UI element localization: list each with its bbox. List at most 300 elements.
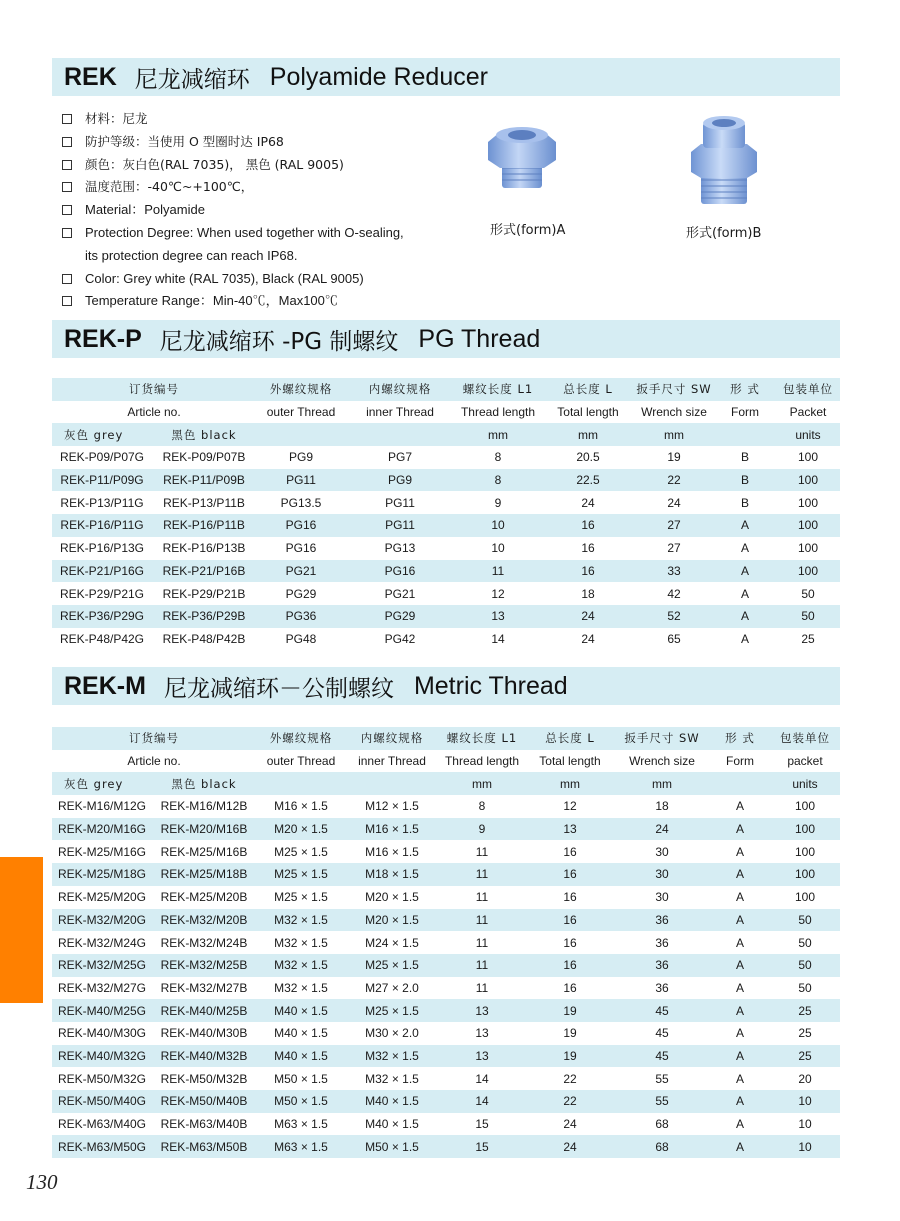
table-cell: M25 × 1.5 xyxy=(274,890,328,905)
spec-item xyxy=(62,290,462,313)
table-cell: PG16 xyxy=(285,541,317,556)
header-cell: 黑色 black xyxy=(152,772,256,795)
table-cell: REK-M40/M25B xyxy=(152,999,256,1022)
table-cell: 50 xyxy=(770,954,840,977)
spec-item xyxy=(62,154,462,177)
header-cell: 扳手尺寸 SW xyxy=(614,727,710,750)
table-cell: REK-P16/P11G xyxy=(52,514,152,537)
table-cell: PG21 xyxy=(256,560,346,583)
table-cell: M16 × 1.5 xyxy=(365,844,419,859)
section-code: REK-P xyxy=(64,324,142,353)
header-cell: 总长度 L xyxy=(526,727,614,750)
table-row xyxy=(52,1090,840,1113)
table-row xyxy=(52,931,840,954)
table-cell: M25 × 1.5 xyxy=(346,954,438,977)
table-cell: REK-P48/P42G xyxy=(59,631,145,646)
table-cell: REK-M20/M16B xyxy=(152,818,256,841)
table-cell: 18 xyxy=(655,799,669,814)
table-row xyxy=(52,1135,840,1158)
table-header-en xyxy=(52,401,840,424)
table-cell: 16 xyxy=(526,954,614,977)
table-cell: 11 xyxy=(475,935,489,950)
table-cell: A xyxy=(710,909,770,932)
table-cell: 45 xyxy=(614,1045,710,1068)
table-row xyxy=(52,863,840,886)
table-cell: 19 xyxy=(667,450,681,465)
table-cell: 36 xyxy=(614,909,710,932)
table-cell: 9 xyxy=(494,495,502,510)
table-cell: PG16 xyxy=(346,560,454,583)
table-cell: 13 xyxy=(475,1026,489,1041)
header-cell: packet xyxy=(787,754,823,769)
table-cell: PG11 xyxy=(385,495,415,510)
table-cell: REK-M32/M24G xyxy=(57,935,147,950)
table-cell: REK-M63/M50B xyxy=(152,1135,256,1158)
table-cell: 10 xyxy=(770,1090,840,1113)
table-cell: REK-M32/M20B xyxy=(152,909,256,932)
table-cell: 11 xyxy=(438,863,526,886)
table-cell: REK-M40/M32B xyxy=(152,1045,256,1068)
table-row xyxy=(52,605,840,628)
table-cell: 22 xyxy=(634,469,714,492)
table-cell: 100 xyxy=(776,560,840,583)
table-cell: 30 xyxy=(655,844,669,859)
table-cell: 25 xyxy=(798,1026,812,1041)
table-row xyxy=(52,628,840,651)
table-cell: REK-M50/M32G xyxy=(57,1071,147,1086)
header-cell xyxy=(256,772,346,795)
table-cell: PG29 xyxy=(346,605,454,628)
table-cell: 24 xyxy=(581,631,595,646)
table-cell: REK-M40/M30B xyxy=(160,1026,248,1041)
table-cell: M40 × 1.5 xyxy=(274,1026,328,1041)
table-cell: 100 xyxy=(776,514,840,537)
table-cell: PG29 xyxy=(285,586,317,601)
header-cell: units xyxy=(770,772,840,795)
table-cell: REK-M25/M18B xyxy=(152,863,256,886)
header-cell: units xyxy=(776,423,840,446)
table-cell: A xyxy=(735,890,744,905)
table-cell: 100 xyxy=(797,541,819,556)
table-cell: 11 xyxy=(438,909,526,932)
section-header-rek-m xyxy=(52,667,840,705)
table-cell: M40 × 1.5 xyxy=(365,1117,419,1132)
table-cell: 16 xyxy=(581,541,595,556)
table-cell: PG21 xyxy=(384,586,416,601)
table-cell: REK-M16/M12B xyxy=(160,799,248,814)
table-cell: REK-P09/P07B xyxy=(162,450,246,465)
table-cell: M16 × 1.5 xyxy=(274,799,328,814)
table-cell: M18 × 1.5 xyxy=(346,863,438,886)
table-cell: A xyxy=(740,586,749,601)
table-cell: 10 xyxy=(491,541,505,556)
table-cell: M32 × 1.5 xyxy=(256,954,346,977)
header-cell: 订货编号 xyxy=(52,378,256,401)
section-code: REK-M xyxy=(64,671,146,700)
table-row xyxy=(52,909,840,932)
table-cell: A xyxy=(735,799,744,814)
section-title-cn: 尼龙减缩环 -PG 制螺纹 xyxy=(159,328,399,355)
table-cell: B xyxy=(740,450,749,465)
spec-item xyxy=(62,199,462,222)
form-a-caption: 形式(form)A xyxy=(490,223,566,238)
table-cell: 11 xyxy=(438,954,526,977)
table-cell: M25 × 1.5 xyxy=(274,844,328,859)
table-row xyxy=(52,537,840,560)
table-cell: REK-M32/M25G xyxy=(52,954,152,977)
table-cell: REK-M40/M30G xyxy=(57,1026,147,1041)
table-cell: PG13 xyxy=(384,541,416,556)
header-cell: outer Thread xyxy=(266,754,336,769)
table-cell: PG42 xyxy=(384,631,416,646)
table-cell: 20 xyxy=(798,1071,812,1086)
header-cell: Article no. xyxy=(127,754,181,769)
table-cell: REK-P13/P11B xyxy=(163,495,245,510)
table-cell: REK-P29/P21B xyxy=(162,586,246,601)
table-header-cn xyxy=(52,727,840,750)
table-cell: M24 × 1.5 xyxy=(365,935,419,950)
table-cell: A xyxy=(740,541,749,556)
table-cell: REK-M25/M16B xyxy=(160,844,248,859)
table-cell: 45 xyxy=(655,1026,669,1041)
table-cell: REK-P13/P11G xyxy=(60,495,144,510)
page-number: 130 xyxy=(26,1170,58,1194)
form-b-caption: 形式(form)B xyxy=(686,226,762,241)
table-cell: REK-M50/M40B xyxy=(152,1090,256,1113)
spec-text: 温度范围：-40℃~+100℃， xyxy=(85,179,254,195)
header-cell: 形 式 xyxy=(710,727,770,750)
table-cell: 10 xyxy=(454,514,542,537)
table-cell: B xyxy=(714,469,776,492)
pg-thread-table xyxy=(52,378,840,650)
table-cell: REK-P29/P21G xyxy=(59,586,145,601)
header-cell: 形 式 xyxy=(714,378,776,401)
table-cell: REK-P48/P42B xyxy=(162,631,246,646)
table-cell: 22 xyxy=(563,1071,577,1086)
table-header-units xyxy=(52,772,840,795)
table-row xyxy=(52,795,840,818)
header-cell: Wrench size xyxy=(641,405,707,420)
table-row xyxy=(52,886,840,909)
table-cell: 16 xyxy=(542,560,634,583)
table-header-en xyxy=(52,750,840,773)
table-cell: REK-M25/M16G xyxy=(57,844,147,859)
table-cell: M20 × 1.5 xyxy=(365,890,419,905)
table-cell: A xyxy=(710,818,770,841)
table-cell: REK-P21/P16G xyxy=(52,560,152,583)
table-cell: 13 xyxy=(438,1045,526,1068)
table-cell: M32 × 1.5 xyxy=(346,1045,438,1068)
table-cell: 11 xyxy=(475,890,489,905)
table-cell: M27 × 2.0 xyxy=(365,980,419,995)
table-cell: REK-M63/M40G xyxy=(57,1117,147,1132)
table-cell: 33 xyxy=(634,560,714,583)
table-cell: 15 xyxy=(475,1117,489,1132)
section-title-cn: 尼龙减缩环－公制螺纹 xyxy=(163,675,394,702)
table-cell: PG9 xyxy=(346,469,454,492)
header-cell: 包装单位 xyxy=(770,727,840,750)
table-row xyxy=(52,818,840,841)
table-cell: REK-P36/P29B xyxy=(152,605,256,628)
table-cell: REK-M25/M20G xyxy=(57,890,147,905)
form-a-image xyxy=(482,118,562,198)
table-cell: REK-P36/P29G xyxy=(52,605,152,628)
table-cell: REK-P11/P09G xyxy=(52,469,152,492)
table-cell: A xyxy=(735,935,744,950)
table-cell: 11 xyxy=(475,980,489,995)
table-cell: 50 xyxy=(801,586,815,601)
table-cell: 24 xyxy=(542,605,634,628)
table-cell: A xyxy=(735,1026,744,1041)
table-cell: 19 xyxy=(563,1026,577,1041)
table-cell: PG16 xyxy=(256,514,346,537)
table-cell: REK-M40/M25G xyxy=(52,999,152,1022)
table-cell: M25 × 1.5 xyxy=(256,863,346,886)
table-cell: PG11 xyxy=(346,514,454,537)
spec-text: 颜色：灰白色(RAL 7035)， 黑色 (RAL 9005) xyxy=(85,156,344,172)
header-cell: 螺纹长度 L1 xyxy=(438,727,526,750)
table-cell: 9 xyxy=(438,818,526,841)
section-title-en: Polyamide Reducer xyxy=(269,62,488,91)
table-cell: A xyxy=(710,1090,770,1113)
header-cell: inner Thread xyxy=(358,754,426,769)
table-cell: 100 xyxy=(770,818,840,841)
header-cell: Form xyxy=(726,754,754,769)
table-cell: 42 xyxy=(667,586,681,601)
table-cell: 65 xyxy=(667,631,681,646)
header-cell: 内螺纹规格 xyxy=(346,727,438,750)
table-row xyxy=(52,840,840,863)
table-cell: 68 xyxy=(655,1117,669,1132)
header-cell: mm xyxy=(542,423,634,446)
spec-text: 材料：尼龙 xyxy=(85,111,148,126)
table-cell: PG48 xyxy=(285,631,317,646)
section-title-en: Metric Thread xyxy=(413,671,568,700)
table-cell: 11 xyxy=(475,844,489,859)
table-cell: 25 xyxy=(801,631,815,646)
table-cell: M63 × 1.5 xyxy=(274,1117,328,1132)
table-cell: REK-M20/M16G xyxy=(52,818,152,841)
table-cell: REK-M16/M12G xyxy=(57,799,147,814)
header-cell: 外螺纹规格 xyxy=(256,727,346,750)
table-cell: 55 xyxy=(655,1071,669,1086)
table-cell: 22.5 xyxy=(542,469,634,492)
orange-page-tab xyxy=(0,857,43,1003)
table-cell: REK-M40/M32G xyxy=(52,1045,152,1068)
table-cell: 12 xyxy=(563,799,577,814)
table-cell: 100 xyxy=(776,469,840,492)
table-cell: M32 × 1.5 xyxy=(256,909,346,932)
table-cell: REK-M32/M27G xyxy=(57,980,147,995)
table-cell: REK-P11/P09B xyxy=(152,469,256,492)
spec-item xyxy=(62,176,462,199)
table-cell: M40 × 1.5 xyxy=(256,999,346,1022)
table-cell: 24 xyxy=(563,1117,577,1132)
header-cell: Packet xyxy=(789,405,827,420)
table-cell: 25 xyxy=(770,1045,840,1068)
table-row xyxy=(52,469,840,492)
table-cell: REK-M25/M18G xyxy=(52,863,152,886)
header-cell: 扳手尺寸 SW xyxy=(634,378,714,401)
header-cell: 内螺纹规格 xyxy=(346,378,454,401)
table-cell: 10 xyxy=(798,1117,812,1132)
table-cell: A xyxy=(710,863,770,886)
header-cell: 灰色 grey xyxy=(52,423,152,446)
table-cell: 16 xyxy=(542,514,634,537)
table-row xyxy=(52,954,840,977)
header-cell xyxy=(346,772,438,795)
spec-item xyxy=(62,245,462,268)
table-cell: M50 × 1.5 xyxy=(274,1071,328,1086)
table-cell: REK-M50/M40G xyxy=(52,1090,152,1113)
table-cell: REK-P16/P13B xyxy=(162,541,246,556)
section-header-rek xyxy=(52,58,840,96)
table-row xyxy=(52,560,840,583)
table-cell: REK-M32/M24B xyxy=(160,935,248,950)
form-b-image xyxy=(687,112,761,208)
table-cell: 50 xyxy=(770,909,840,932)
table-cell: 52 xyxy=(634,605,714,628)
table-cell: 50 xyxy=(776,605,840,628)
table-cell: 24 xyxy=(581,495,595,510)
header-cell xyxy=(256,423,346,446)
checkbox-icon xyxy=(62,205,72,215)
table-cell: 12 xyxy=(491,586,505,601)
table-row xyxy=(52,1067,840,1090)
spec-list xyxy=(62,108,462,313)
table-cell: A xyxy=(714,514,776,537)
header-cell: 灰色 grey xyxy=(52,772,152,795)
table-cell: 8 xyxy=(454,469,542,492)
table-cell: 27 xyxy=(634,514,714,537)
table-cell: A xyxy=(710,999,770,1022)
table-row xyxy=(52,999,840,1022)
table-cell: M50 × 1.5 xyxy=(256,1090,346,1113)
table-cell: M16 × 1.5 xyxy=(346,818,438,841)
spec-text: its protection degree can reach IP68. xyxy=(85,247,298,263)
table-cell: 100 xyxy=(797,450,819,465)
table-cell: 10 xyxy=(770,1135,840,1158)
header-cell: 外螺纹规格 xyxy=(256,378,346,401)
table-cell: A xyxy=(740,631,749,646)
table-cell: 16 xyxy=(563,980,577,995)
checkbox-icon xyxy=(62,182,72,192)
table-cell: A xyxy=(714,560,776,583)
table-cell: M50 × 1.5 xyxy=(346,1135,438,1158)
table-cell: REK-M63/M40B xyxy=(160,1117,248,1132)
checkbox-icon xyxy=(62,160,72,170)
table-cell: REK-M25/M20B xyxy=(160,890,248,905)
table-cell: 100 xyxy=(794,890,816,905)
header-cell: outer Thread xyxy=(266,405,336,420)
spec-text: Color: Grey white (RAL 7035), Black (RAL 9005) xyxy=(85,270,364,286)
table-cell: REK-P16/P13G xyxy=(59,541,145,556)
table-cell: 11 xyxy=(454,560,542,583)
table-cell: REK-M32/M20G xyxy=(52,909,152,932)
table-cell: REK-M32/M25B xyxy=(152,954,256,977)
table-cell: M20 × 1.5 xyxy=(256,818,346,841)
table-cell: 50 xyxy=(798,980,812,995)
table-cell: 100 xyxy=(794,844,816,859)
table-header-units xyxy=(52,423,840,446)
header-cell: Thread length xyxy=(460,405,536,420)
table-cell: A xyxy=(710,1045,770,1068)
table-cell: 8 xyxy=(494,450,502,465)
header-cell: Form xyxy=(731,405,759,420)
header-cell xyxy=(714,423,776,446)
header-cell: 螺纹长度 L1 xyxy=(454,378,542,401)
table-cell: 8 xyxy=(478,799,486,814)
table-cell: 36 xyxy=(614,954,710,977)
table-cell: A xyxy=(710,954,770,977)
spec-item xyxy=(62,131,462,154)
table-cell: PG36 xyxy=(256,605,346,628)
spec-item xyxy=(62,268,462,291)
section-title-en: PG Thread xyxy=(418,324,541,353)
table-cell: M32 × 1.5 xyxy=(274,980,328,995)
header-cell xyxy=(346,423,454,446)
table-row xyxy=(52,1045,840,1068)
table-header-cn xyxy=(52,378,840,401)
header-cell: mm xyxy=(634,423,714,446)
spec-text: 防护等级：当使用 O 型圈时达 IP68 xyxy=(85,133,284,149)
table-cell: REK-M63/M50G xyxy=(52,1135,152,1158)
section-header-rek-p xyxy=(52,320,840,358)
spec-text: Temperature Range：Min-40℃，Max100℃ xyxy=(85,293,338,309)
table-cell: M30 × 2.0 xyxy=(365,1026,419,1041)
section-code: REK xyxy=(64,62,117,91)
table-cell: PG9 xyxy=(288,450,313,465)
table-cell: 24 xyxy=(614,818,710,841)
header-cell: inner Thread xyxy=(366,405,434,420)
metric-thread-table xyxy=(52,727,840,1158)
table-cell: 16 xyxy=(563,890,577,905)
table-cell: 24 xyxy=(526,1135,614,1158)
table-cell: M40 × 1.5 xyxy=(256,1045,346,1068)
table-cell: 16 xyxy=(563,935,577,950)
table-cell: M32 × 1.5 xyxy=(274,935,328,950)
header-cell: 总长度 L xyxy=(542,378,634,401)
table-cell: A xyxy=(735,1071,744,1086)
header-cell: mm xyxy=(526,772,614,795)
table-cell: 14 xyxy=(491,631,505,646)
table-cell: 50 xyxy=(798,935,812,950)
table-cell: PG13.5 xyxy=(280,495,322,510)
checkbox-icon xyxy=(62,137,72,147)
section-title-cn: 尼龙减缩环 xyxy=(134,66,250,93)
spec-text: Protection Degree: When used together with O-sealing, xyxy=(85,224,404,240)
table-cell: 13 xyxy=(526,818,614,841)
table-cell: 55 xyxy=(614,1090,710,1113)
table-cell: 27 xyxy=(667,541,681,556)
header-cell: Total length xyxy=(539,754,601,769)
checkbox-icon xyxy=(62,114,72,124)
table-cell: 25 xyxy=(770,999,840,1022)
table-cell: 30 xyxy=(655,890,669,905)
table-cell: 16 xyxy=(526,863,614,886)
table-cell: 36 xyxy=(655,935,669,950)
table-cell: 19 xyxy=(526,1045,614,1068)
header-cell: 包装单位 xyxy=(776,378,840,401)
table-cell: REK-P09/P07G xyxy=(59,450,145,465)
table-cell: 45 xyxy=(614,999,710,1022)
table-cell: 19 xyxy=(526,999,614,1022)
checkbox-icon xyxy=(62,228,72,238)
header-cell: mm xyxy=(614,772,710,795)
table-cell: B xyxy=(740,495,749,510)
spec-item xyxy=(62,108,462,131)
header-cell: mm xyxy=(438,772,526,795)
